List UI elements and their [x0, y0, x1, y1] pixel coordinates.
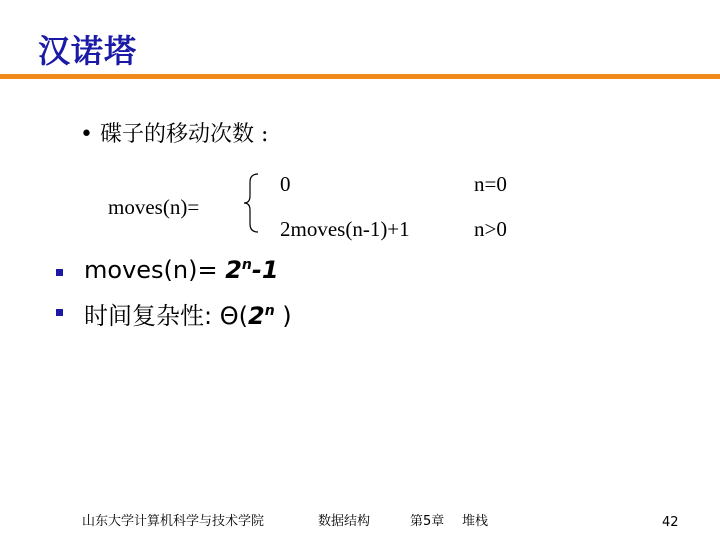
case0-value: 0 [280, 172, 291, 196]
subtitle: • 碟子的移动次数 : [80, 122, 269, 147]
complexity-prefix: 时间复杂性: [84, 302, 220, 330]
complexity-exponent: n [264, 303, 275, 319]
bullet-complexity [84, 296, 292, 331]
page-number: 42 [662, 515, 679, 530]
complexity-close: ) [274, 302, 292, 330]
case1-value: 2moves(n-1)+1 [280, 217, 410, 241]
title-underline [0, 74, 720, 79]
formula-base: 2 [225, 256, 242, 284]
formula-prefix: moves(n)= [84, 256, 226, 284]
bullet-square-icon [56, 269, 63, 276]
complexity-base: 2 [247, 302, 265, 330]
slide-title: 汉诺塔 [38, 32, 138, 70]
bullet-square-icon [56, 309, 63, 316]
bullet-moves-formula [84, 256, 279, 284]
case1-condition: n>0 [474, 217, 507, 241]
footer-chapter: 第5章 [410, 514, 445, 529]
complexity-theta: Θ( [219, 302, 248, 330]
formula-suffix: -1 [251, 256, 279, 284]
case0-condition: n=0 [474, 172, 507, 196]
footer-course: 数据结构 [318, 514, 371, 529]
recurrence-lhs: moves(n)= [108, 195, 200, 219]
left-brace-icon [242, 172, 264, 234]
footer-topic: 堆栈 [462, 514, 489, 529]
formula-exponent: n [241, 257, 252, 273]
footer-school: 山东大学计算机科学与技术学院 [82, 514, 265, 529]
